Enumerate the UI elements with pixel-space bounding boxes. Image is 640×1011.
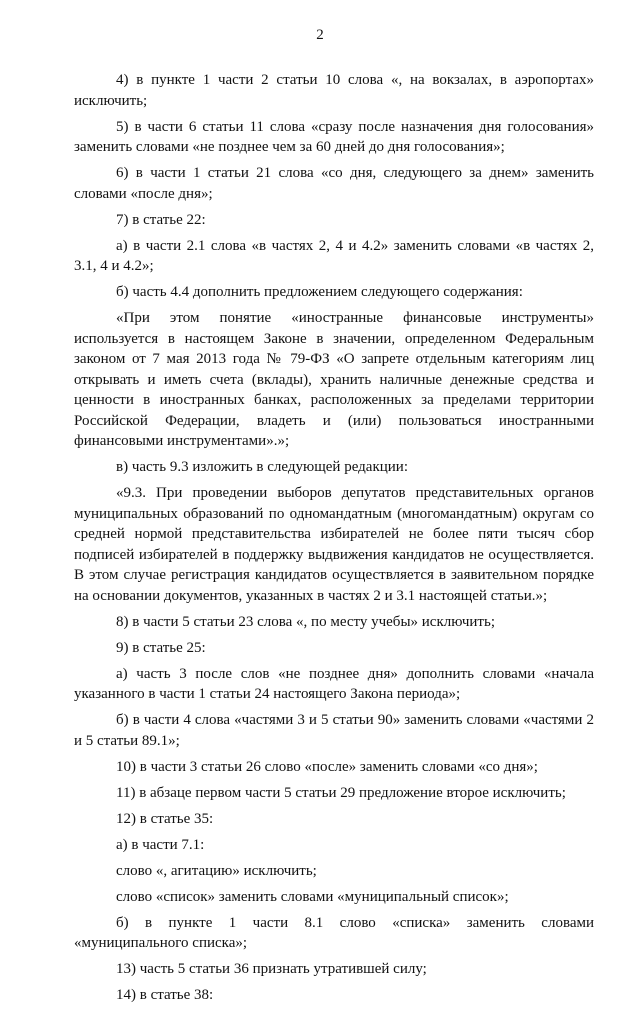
amendment-item-9: 9) в статье 25:	[116, 639, 206, 656]
amendment-subitem-9a: а) часть 3 после слов «не позднее дня» дополнить словами «начала указанного в части 1 статьи 24 настоящего Закона периода»;	[74, 665, 594, 702]
quoted-text-foreign-instruments: «При этом понятие «иностранные финансовые инструменты» используется в настоящем Законе в значении, определенном Федеральным законом от 7 мая 2013 года № 79-ФЗ «О запрете отдельным категориям лиц открывать и иметь счета (вклады), хранить наличные денежные средства и ценности в иностранных банках, расположенных за пределами территории Российской Федерации, владеть и (или) пользоваться иностранными финансовыми инструментами».»;	[74, 310, 594, 449]
amendment-subitem-7a: а) в части 2.1 слова «в частях 2, 4 и 4.2» заменить словами «в частях 2, 3.1, 4 и 4.2»;	[74, 237, 594, 274]
amendment-item-13: 13) часть 5 статьи 36 признать утратившей силу;	[116, 961, 427, 977]
document-body	[74, 70, 594, 1011]
amendment-subitem-12a-2: слово «список» заменить словами «муниципальный список»;	[116, 888, 509, 905]
amendment-item-6: 6) в части 1 статьи 21 слова «со дня, следующего за днем» заменить словами «после дня»;	[74, 165, 594, 202]
quoted-text-part-9-3: «9.3. При проведении выборов депутатов представительных органов муниципальных образований по одномандатным (многомандатным) округам со средней нормой представительства избирателей не более пяти тысяч сбор подписей избирателей в поддержку выдвижения кандидатов не осуществляется. В этом случае регистрация кандидатов осуществляется в заявительном порядке на основании документов, указанных в частях 2 и 3.1 настоящей статьи.»;	[74, 485, 594, 604]
amendment-item-11: 11) в абзаце первом части 5 статьи 29 предложение второе исключить;	[116, 784, 566, 801]
amendment-item-14: 14) в статье 38:	[116, 987, 214, 1003]
amendment-item-7: 7) в статье 22:	[116, 211, 206, 228]
amendment-subitem-12a: а) в части 7.1:	[116, 836, 205, 853]
amendment-item-8: 8) в части 5 статьи 23 слова «, по месту учебы» исключить;	[116, 613, 495, 630]
amendment-subitem-7v: в) часть 9.3 изложить в следующей редакции:	[116, 459, 408, 475]
amendment-item-10: 10) в части 3 статьи 26 слово «после» заменить словами «со дня»;	[116, 758, 538, 775]
amendment-item-5: 5) в части 6 статьи 11 слова «сразу после назначения дня голосования» заменить словами «не позднее чем за 60 дней до дня голосования»;	[74, 118, 594, 155]
amendment-subitem-9b: б) в части 4 слова «частями 3 и 5 статьи 90» заменить словами «частями 2 и 5 статьи 89.1»;	[74, 712, 594, 749]
amendment-subitem-12b: б) в пункте 1 части 8.1 слово «списка» заменить словами «муниципального списка»;	[74, 914, 594, 951]
amendment-subitem-12a-1: слово «, агитацию» исключить;	[116, 862, 317, 879]
amendment-subitem-7b: б) часть 4.4 дополнить предложением следующего содержания:	[116, 284, 523, 300]
amendment-item-12: 12) в статье 35:	[116, 810, 214, 827]
page-number: 2	[316, 27, 324, 43]
amendment-item-4: 4) в пункте 1 части 2 статьи 10 слова «, на вокзалах, в аэропортах» исключить;	[74, 72, 594, 109]
